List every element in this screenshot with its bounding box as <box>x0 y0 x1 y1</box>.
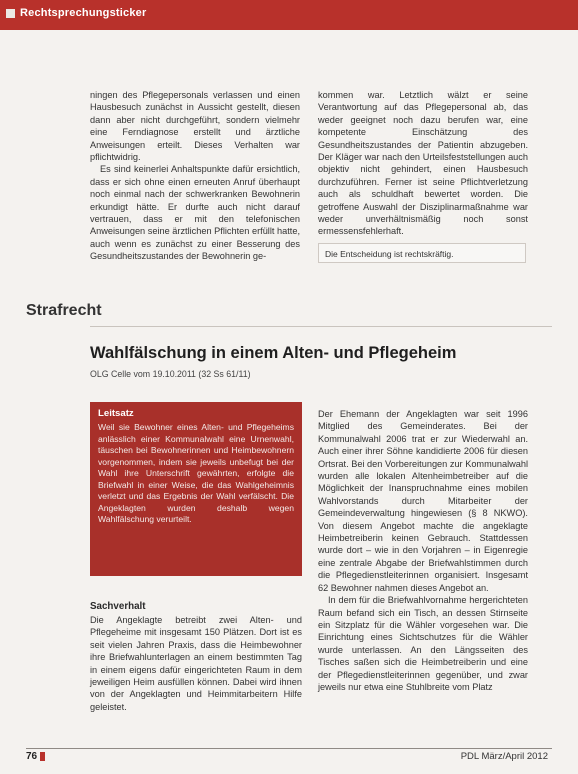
sachverhalt-title: Sachverhalt <box>90 601 146 612</box>
article-right-column <box>318 408 528 693</box>
footer-accent-mark <box>40 752 45 761</box>
paragraph: Der Ehemann der Angeklagten war seit 1996 Mitglied des Gemeinderates. Bei der Kommunalwahl 2006 trat er zur Wiederwahl an. Auch einer ihrer Söhne kandidierte 2006 für diesen Ortsrat. Bei den Vorbereitungen zur Kommunalwahl wurden alle lokalen Altenheimbetreiber auf die Möglichkeit der Inanspruchnahme eines mobilen Wahlvorstands durch Mitarbeiter der Gemeindeverwaltung hingewiesen (§ 8 NKWO). Von diesem Angebot machte die angeklagte Heimbetreiberin keinen Gebrauch. Stattdessen wurde dort – wie in den Vorjahren – in Eigenregie eine zentrale Abgabe der Briefwahlstimmen durch die Pflegedienstleiterinnen organisiert. Insgesamt 62 Bewohner nahmen dieses Angebot an. <box>318 409 528 593</box>
header-square-icon <box>6 9 15 18</box>
header-bar <box>0 0 578 30</box>
article-citation: OLG Celle vom 19.10.2011 (32 Ss 61/11) <box>90 369 251 379</box>
page-number: 76 <box>26 751 38 762</box>
leitsatz-box <box>90 402 302 576</box>
paragraph: kommen war. Letztlich wälzt er seine Verantwortung auf das Pflegepersonal ab, das weder geeignet noch dazu berufen war, eine kompetente Einschätzung des Gesundheitszustandes der Patientin abzugeben. Der Kläger war nach den Urteilsfeststellungen auch objektiv nicht gehindert, einen Hausbesuch durchzuführen. Ferner ist seine Pflichtverletzung auch als schuldhaft bewertet worden. Die getroffene Auswahl der Disziplinarmaßnahme war weder unverhältnismäßig noch sonst ermessensfehlerhaft. <box>318 90 528 237</box>
paragraph: In dem für die Briefwahlvornahme hergerichteten Raum befand sich ein Tisch, an dessen Stirnseite ein Sitzplatz für die Wähler vorgesehen war. Die Einrichtung eines Sichtschutzes für die Wähler wurde unterlassen. An den Längsseiten des Tisches saßen sich die Heimbetreiberin und eine der Pflegedienstleiterinnen gegenüber, und zwar jeweils nur etwa eine Stuhlbreite vom Platz <box>318 595 528 692</box>
leitsatz-body: Weil sie Bewohner eines Alten- und Pflegeheims anlässlich einer Kommunalwahl eine Urnenwahl, täuschen bei Bewohnerinnen und Heimbewohnern vorgenommen, indem sie jeweils unbefugt bei der Wahl ihre Unterschrift gewährten, erfolgte die Briefwahl in einer Weise, die das Wahlgeheimnis verletzt und das Ergebnis der Wahl verfälscht. Die Angeklagten wurden deshalb wegen Wahlfälschung verurteilt. <box>98 422 294 524</box>
sachverhalt-column <box>90 614 302 713</box>
ruling-final-notice: Die Entscheidung ist rechtskräftig. <box>318 243 526 263</box>
paragraph: Es sind keinerlei Anhaltspunkte dafür ersichtlich, dass er sich ohne einen erneuten Anruf überhaupt noch einmal nach der schwerkranken Bewohnerin erkundigt hätte. Er durfte auch nicht darauf vertrauen, dass er mit den telefonischen Anweisungen seine ärztlichen Pflichten erfüllt hatte, auch wenn es zunächst zu einer Besserung des Gesundheitszustandes der Bewohnerin ge- <box>90 164 300 262</box>
article-title: Wahlfälschung in einem Alten- und Pflegeheim <box>90 344 457 362</box>
top-left-column <box>90 89 300 263</box>
paragraph: ningen des Pflegepersonals verlassen und einen Hausbesuch zunächst in Aussicht gestellt, diesen dann aber nicht durchgeführt, sondern vielmehr eine Ferndiagnose erstellt und ärztliche Anweisungen erteilt. Dieses Verhalten war pflichtwidrig. <box>90 90 300 163</box>
section-ticker-label: Rechtsprechungsticker <box>20 7 147 19</box>
paragraph: Die Angeklagte betreibt zwei Alten- und Pflegeheime mit insgesamt 150 Plätzen. Dort ist es seit vielen Jahren Praxis, dass die Heimbewohner ihre Briefwahlunterlagen an einem bestimmten Tag in einem eigens dafür eingerichteten Raum in dem jeweiligen Heim ausfüllen können. Dabei wird ihnen von der Angeklagten und Heimmitarbeitern Hilfe geleistet. <box>90 615 302 712</box>
leitsatz-title: Leitsatz <box>98 408 134 419</box>
issue-label: PDL März/April 2012 <box>460 751 548 762</box>
footer-divider <box>26 748 552 749</box>
section-divider <box>90 326 552 327</box>
top-right-column <box>318 89 528 238</box>
section-title: Strafrecht <box>26 302 102 319</box>
